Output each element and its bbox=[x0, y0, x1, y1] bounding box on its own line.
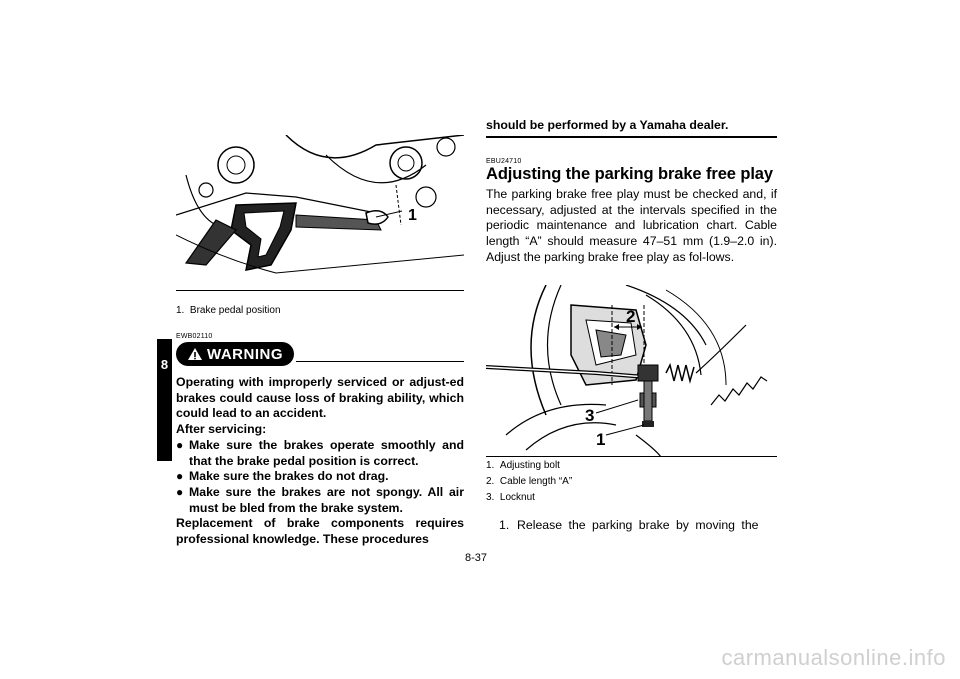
figure2-caption bbox=[486, 458, 572, 506]
figure1-caption: 1. Brake pedal position bbox=[176, 305, 281, 316]
warning-after: After servicing: bbox=[176, 422, 267, 437]
warning-continued: should be performed by a Yamaha dealer. bbox=[486, 118, 729, 132]
section-body: The parking brake free play must be checked and, if necessary, adjusted at the intervals specified in the periodic maintenance and lubrication chart. Cable length “A” should measure 47–51 mm (1.9–2.0 in). Adjust the parking brake free play as fol-lows. bbox=[486, 187, 777, 264]
warning-intro: Operating with improperly serviced or adjust-ed brakes could cause loss of braking ability, which could lead to an accident. bbox=[176, 375, 464, 421]
figure2-callout-3: 3 bbox=[585, 406, 595, 425]
caption-rule bbox=[176, 290, 464, 291]
warning-closing: Replacement of brake components requires professional knowledge. These procedures bbox=[176, 516, 464, 547]
chapter-tab: 8 bbox=[157, 339, 172, 461]
figure2-callout-1: 1 bbox=[596, 430, 606, 449]
watermark: carmanualsonline.info bbox=[721, 645, 946, 670]
brake-pedal-illustration bbox=[176, 135, 464, 277]
section-title: Adjusting the parking brake free play bbox=[486, 165, 773, 183]
caption-rule bbox=[486, 456, 777, 457]
warning-bullet: ● Make sure the brakes operate smoothly and that the brake pedal position is correct. bbox=[176, 437, 464, 468]
warning-code: EWB02110 bbox=[176, 333, 213, 340]
bullet-icon: ● bbox=[176, 469, 184, 484]
caption-item: 2. Cable length “A” bbox=[486, 476, 573, 487]
warning-bullet: ● Make sure the brakes do not drag. bbox=[176, 469, 389, 484]
section-code: EBU24710 bbox=[486, 158, 522, 165]
caption-item: 3. Locknut bbox=[486, 492, 535, 503]
page-number: 8-37 bbox=[465, 552, 488, 564]
warning-bullet: ● Make sure the brakes are not spongy. All air must be bled from the brake system. bbox=[176, 484, 464, 515]
bullet-icon: ● bbox=[176, 437, 184, 452]
step-1: 1. Release the parking brake by moving the bbox=[499, 518, 759, 532]
section-rule bbox=[486, 136, 777, 138]
warning-text bbox=[176, 375, 464, 548]
warning-badge bbox=[176, 342, 294, 366]
parking-brake-illustration bbox=[486, 285, 777, 457]
bullet-icon: ● bbox=[176, 484, 184, 499]
warning-triangle-icon bbox=[187, 347, 203, 361]
caption-item: 1. Adjusting bolt bbox=[486, 460, 560, 471]
warning-label: WARNING bbox=[207, 345, 283, 363]
figure2-callout-2: 2 bbox=[626, 307, 636, 326]
figure1-callout-1: 1 bbox=[408, 207, 417, 224]
warning-rule bbox=[296, 361, 464, 362]
